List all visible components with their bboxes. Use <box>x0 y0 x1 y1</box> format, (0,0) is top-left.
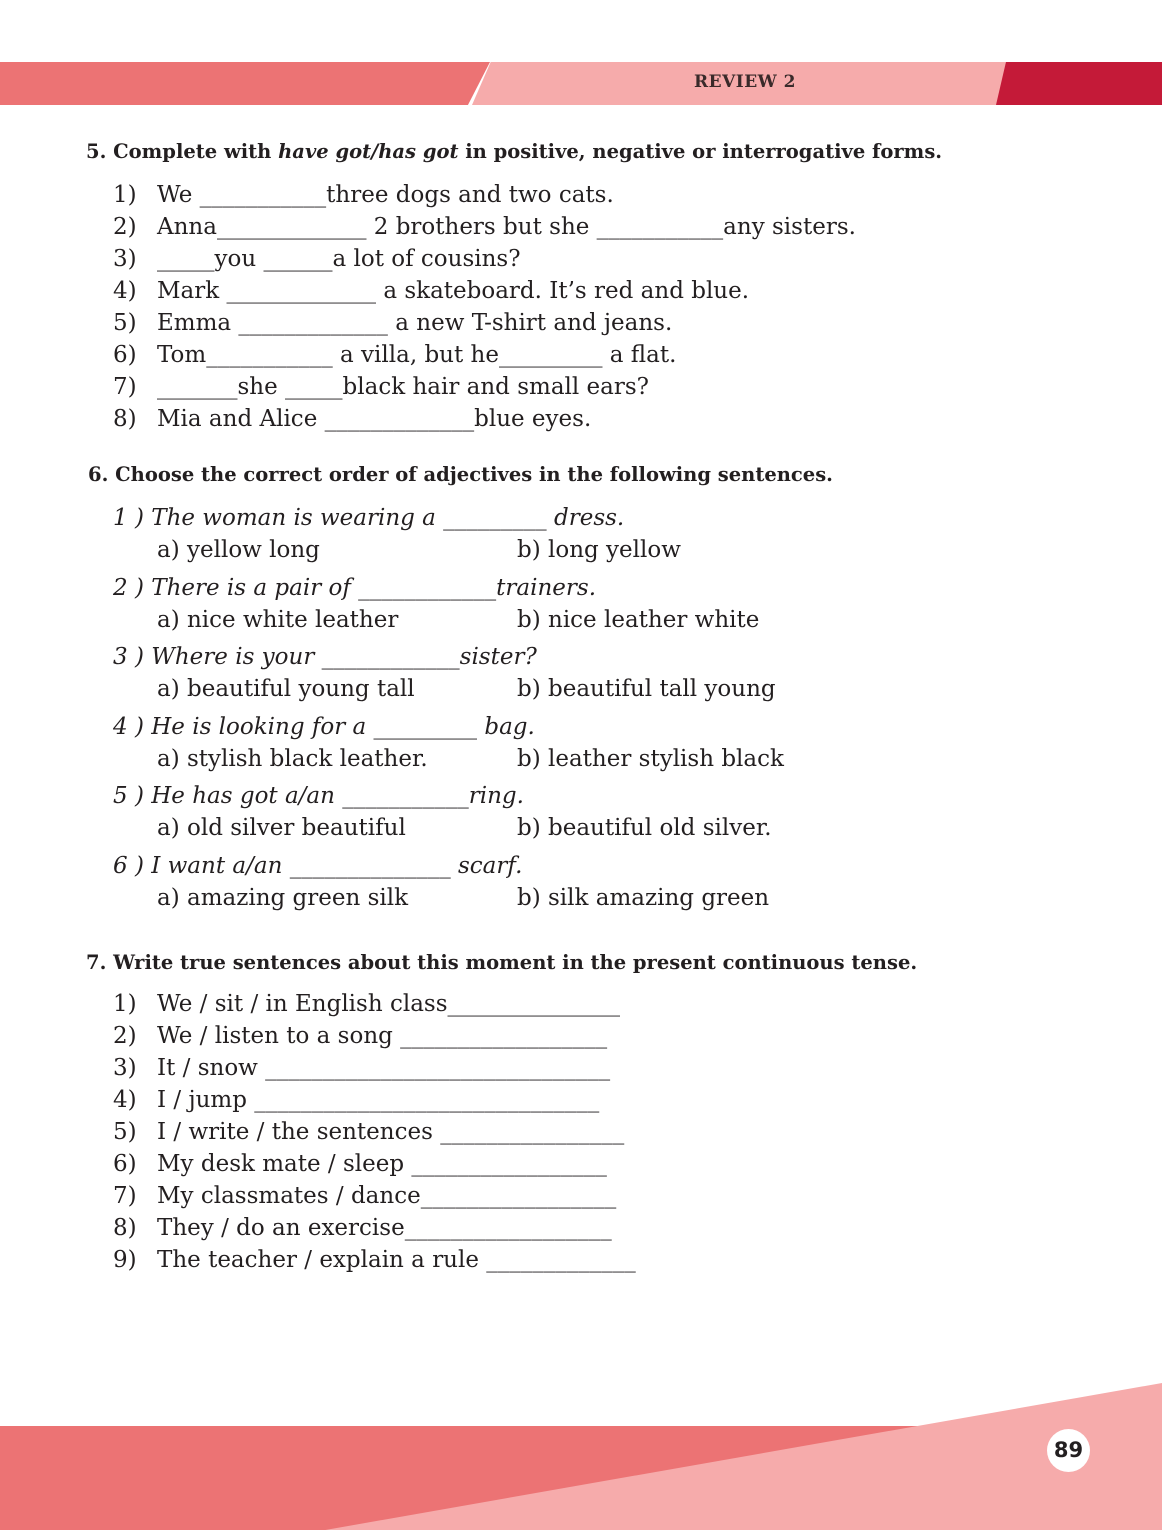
exercise-5-heading-start: 5. Complete with <box>86 140 279 163</box>
question-text: 6 ) I want a/an ______________ scarf. <box>113 853 523 879</box>
item-number: 1) <box>113 991 137 1017</box>
item-text: We ___________three dogs and two cats. <box>157 182 614 208</box>
item-number: 8) <box>113 1215 137 1241</box>
page-number: 89 <box>1047 1429 1090 1472</box>
item-text: Tom___________ a villa, but he_________ a flat. <box>157 342 677 368</box>
item-text: It / snow ______________________________ <box>157 1055 611 1081</box>
question-text: 4 ) He is looking for a _________ bag. <box>113 714 535 740</box>
item-number: 4) <box>113 278 137 304</box>
option-b: b) silk amazing green <box>517 885 770 911</box>
item-text: We / sit / in English class_______________ <box>157 991 621 1017</box>
item-number: 6) <box>113 342 137 368</box>
option-b: b) beautiful tall young <box>517 676 776 702</box>
item-number: 6) <box>113 1151 137 1177</box>
item-number: 1) <box>113 182 137 208</box>
exercise-7-heading: 7. Write true sentences about this moment in the present continuous tense. <box>86 951 918 974</box>
item-text: Anna_____________ 2 brothers but she ___________any sisters. <box>157 214 856 240</box>
option-a: a) stylish black leather. <box>157 746 428 772</box>
item-number: 9) <box>113 1247 137 1273</box>
page-header-title: REVIEW 2 <box>693 72 797 92</box>
exercise-6-heading: 6. Choose the correct order of adjectives in the following sentences. <box>88 463 833 486</box>
item-number: 7) <box>113 374 137 400</box>
option-a: a) old silver beautiful <box>157 815 406 841</box>
item-text: Mark _____________ a skateboard. It’s red and blue. <box>157 278 750 304</box>
question-text: 2 ) There is a pair of ____________trainers. <box>113 575 597 601</box>
item-number: 5) <box>113 310 137 336</box>
item-text: The teacher / explain a rule _____________ <box>157 1247 636 1273</box>
option-a: a) nice white leather <box>157 607 399 633</box>
item-text: My desk mate / sleep _________________ <box>157 1151 607 1177</box>
option-a: a) amazing green silk <box>157 885 409 911</box>
option-b: b) nice leather white <box>517 607 760 633</box>
item-number: 7) <box>113 1183 137 1209</box>
item-text: We / listen to a song __________________ <box>157 1023 608 1049</box>
item-number: 5) <box>113 1119 137 1145</box>
option-a: a) yellow long <box>157 537 320 563</box>
item-text: My classmates / dance_________________ <box>157 1183 617 1209</box>
item-text: Emma _____________ a new T-shirt and jeans. <box>157 310 673 336</box>
option-b: b) long yellow <box>517 537 681 563</box>
item-number: 3) <box>113 1055 137 1081</box>
exercise-5-heading <box>86 140 942 163</box>
item-number: 4) <box>113 1087 137 1113</box>
item-number: 2) <box>113 214 137 240</box>
question-text: 5 ) He has got a/an ___________ring. <box>113 783 524 809</box>
header-band-right <box>996 62 1162 105</box>
option-a: a) beautiful young tall <box>157 676 415 702</box>
item-number: 3) <box>113 246 137 272</box>
item-number: 2) <box>113 1023 137 1049</box>
item-text: Mia and Alice _____________blue eyes. <box>157 406 592 432</box>
option-b: b) leather stylish black <box>517 746 784 772</box>
item-text: I / jump ______________________________ <box>157 1087 600 1113</box>
question-text: 1 ) The woman is wearing a _________ dress. <box>113 505 625 531</box>
exercise-5-heading-end: in positive, negative or interrogative forms. <box>458 140 943 163</box>
item-text: _______she _____black hair and small ears? <box>157 374 650 400</box>
item-text: They / do an exercise__________________ <box>157 1215 612 1241</box>
item-number: 8) <box>113 406 137 432</box>
item-text: I / write / the sentences ________________ <box>157 1119 625 1145</box>
header-band-left <box>0 62 490 105</box>
item-text: _____you ______a lot of cousins? <box>157 246 521 272</box>
option-b: b) beautiful old silver. <box>517 815 772 841</box>
question-text: 3 ) Where is your ____________sister? <box>113 644 537 670</box>
exercise-5-heading-emphasis: have got/has got <box>278 140 459 163</box>
